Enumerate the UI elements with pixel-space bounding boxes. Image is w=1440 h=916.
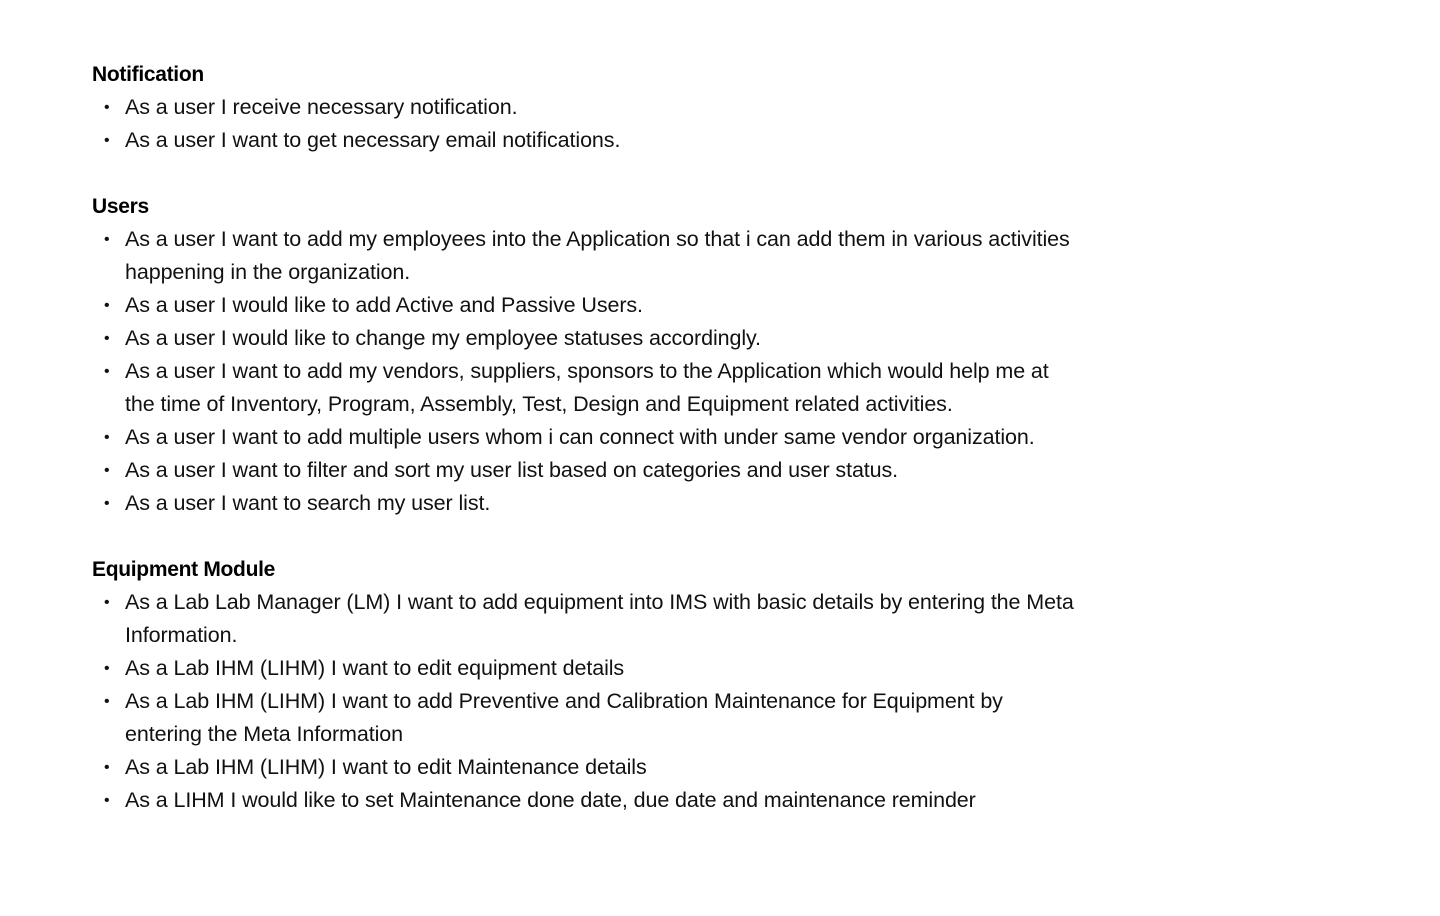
user-story-list — [92, 586, 1082, 817]
list-item-text: As a user I want to search my user list. — [125, 491, 491, 515]
bullet-icon: • — [104, 99, 110, 116]
list-item — [92, 652, 1082, 685]
list-item — [92, 454, 1082, 487]
list-item-text: As a user I want to filter and sort my user list based on categories and user status. — [125, 458, 899, 482]
list-item-text: As a user I want to add my vendors, suppliers, sponsors to the Application which would help me at the time of Inventory, Program, Assembly, Test, Design and Equipment related activities. — [125, 359, 1049, 416]
list-item-text: As a Lab Lab Manager (LM) I want to add equipment into IMS with basic details by entering the Meta Information. — [125, 590, 1074, 647]
bullet-icon: • — [104, 330, 110, 347]
list-item-text: As a user I receive necessary notification. — [125, 95, 518, 119]
bullet-icon: • — [104, 429, 110, 446]
list-item-text: As a user I want to get necessary email notifications. — [125, 128, 621, 152]
bullet-icon: • — [104, 363, 110, 380]
bullet-icon: • — [104, 693, 110, 710]
section-equipment-module — [92, 553, 1082, 817]
list-item-text: As a Lab IHM (LIHM) I want to add Preventive and Calibration Maintenance for Equipment by entering the Meta Information — [125, 689, 1003, 746]
bullet-icon: • — [104, 660, 110, 677]
list-item-text: As a user I would like to add Active and Passive Users. — [125, 293, 643, 317]
section-notification — [92, 58, 1082, 157]
bullet-icon: • — [104, 462, 110, 479]
bullet-icon: • — [104, 495, 110, 512]
bullet-icon: • — [104, 759, 110, 776]
bullet-icon: • — [104, 297, 110, 314]
section-heading: Notification — [92, 63, 204, 86]
bullet-icon: • — [104, 132, 110, 149]
document-body — [92, 58, 1082, 850]
bullet-icon: • — [104, 231, 110, 248]
list-item — [92, 322, 1082, 355]
section-heading: Equipment Module — [92, 558, 276, 581]
list-item-text: As a Lab IHM (LIHM) I want to edit Maintenance details — [125, 755, 647, 779]
section-users — [92, 190, 1082, 520]
list-item — [92, 586, 1082, 652]
list-item — [92, 355, 1082, 421]
list-item — [92, 487, 1082, 520]
list-item — [92, 223, 1082, 289]
list-item — [92, 124, 1082, 157]
list-item-text: As a LIHM I would like to set Maintenance done date, due date and maintenance reminder — [125, 788, 976, 812]
list-item-text: As a user I want to add my employees into the Application so that i can add them in various activities happening in the organization. — [125, 227, 1070, 284]
list-item-text: As a user I would like to change my employee statuses accordingly. — [125, 326, 761, 350]
list-item — [92, 751, 1082, 784]
list-item-text: As a user I want to add multiple users whom i can connect with under same vendor organization. — [125, 425, 1035, 449]
bullet-icon: • — [104, 792, 110, 809]
list-item — [92, 91, 1082, 124]
list-item — [92, 784, 1082, 817]
list-item — [92, 685, 1082, 751]
list-item-text: As a Lab IHM (LIHM) I want to edit equipment details — [125, 656, 625, 680]
list-item — [92, 289, 1082, 322]
section-heading: Users — [92, 195, 149, 218]
bullet-icon: • — [104, 594, 110, 611]
list-item — [92, 421, 1082, 454]
user-story-list — [92, 223, 1082, 520]
user-story-list — [92, 91, 1082, 157]
